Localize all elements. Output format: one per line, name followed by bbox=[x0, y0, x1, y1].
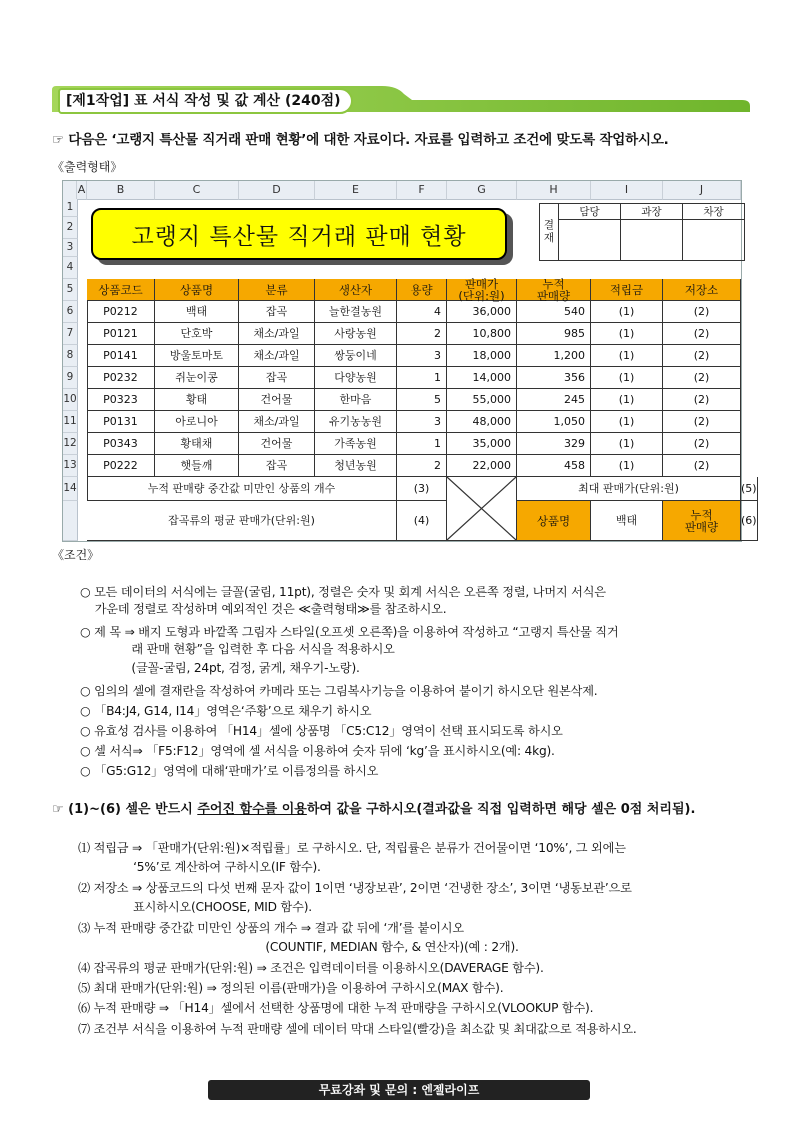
table-cell: 1,050 bbox=[517, 411, 591, 433]
table-cell: (1) bbox=[591, 433, 663, 455]
table-cell: 황태 bbox=[155, 389, 239, 411]
median-count-label: 누적 판매량 중간값 미만인 상품의 개수 bbox=[87, 477, 397, 501]
table-cell: P0222 bbox=[87, 455, 155, 477]
column-header: J bbox=[663, 181, 741, 200]
table-cell: 아로니아 bbox=[155, 411, 239, 433]
table-cell: (2) bbox=[663, 345, 741, 367]
condition-line: 가운데 정렬로 작성하며 예외적인 것은 ≪출력형태≫를 참조하시오. bbox=[80, 602, 447, 616]
table-cell: (1) bbox=[591, 389, 663, 411]
table-cell: 채소/과일 bbox=[239, 345, 315, 367]
corner-cell bbox=[63, 181, 77, 200]
row-header: 12 bbox=[63, 433, 78, 455]
table-cell: 458 bbox=[517, 455, 591, 477]
table-cell: P0131 bbox=[87, 411, 155, 433]
table-cell: 3 bbox=[397, 411, 447, 433]
intro-text: ☞ 다음은 ‘고랭지 특산물 직거래 판매 현황’에 대한 자료이다. 자료를 입력하고 조건에 맞도록 작업하시오. bbox=[52, 132, 669, 148]
lookup-header-name: 상품명 bbox=[517, 501, 591, 541]
approval-label: 결 재 bbox=[539, 203, 559, 261]
condition-line: ○ 모든 데이터의 서식에는 글꼴(굴림, 11pt), 정렬은 숫자 및 회계 서식은 오른쪽 정렬, 나머지 서식은 bbox=[80, 585, 606, 599]
condition-line: (글꼴-굴림, 24pt, 검정, 굵게, 채우기-노랑). bbox=[80, 661, 360, 675]
spreadsheet bbox=[62, 180, 757, 542]
row-header: 7 bbox=[63, 323, 78, 345]
condition-line: ○ 제 목 ⇒ 배지 도형과 바깥쪽 그림자 스타일(오프셋 오른쪽)을 이용하여 작성하고 “고랭지 특산물 직거 bbox=[80, 625, 619, 639]
row-header: 11 bbox=[63, 411, 78, 433]
table-header-cell: 적립금 bbox=[591, 279, 663, 301]
table-cell: P0343 bbox=[87, 433, 155, 455]
functions-heading-underline: 주어진 함수를 이용 bbox=[197, 802, 307, 817]
function-line: 표시하시오(CHOOSE, MID 함수). bbox=[78, 900, 312, 914]
function-line: (COUNTIF, MEDIAN 함수, & 연산자)(예 : 2개). bbox=[78, 940, 519, 954]
approval-role: 과장 bbox=[620, 203, 683, 220]
row-header: 1 bbox=[63, 199, 78, 217]
row-header: 5 bbox=[63, 279, 78, 301]
max-price-label: 최대 판매가(단위:원) bbox=[517, 477, 741, 501]
grain-avg-label: 잡곡류의 평균 판매가(단위:원) bbox=[87, 501, 397, 541]
table-cell: 한마음 bbox=[315, 389, 397, 411]
table-cell: 채소/과일 bbox=[239, 323, 315, 345]
column-header: G bbox=[447, 181, 517, 200]
column-header: F bbox=[397, 181, 447, 200]
table-header-cell: 판매가 (단위:원) bbox=[447, 279, 517, 301]
approval-role: 담당 bbox=[558, 203, 621, 220]
table-cell: 4 bbox=[397, 301, 447, 323]
table-cell: 5 bbox=[397, 389, 447, 411]
table-cell: 985 bbox=[517, 323, 591, 345]
table-cell: (1) bbox=[591, 455, 663, 477]
table-cell: 청년농원 bbox=[315, 455, 397, 477]
lookup-qty-value: (6) bbox=[741, 501, 758, 541]
table-cell: (1) bbox=[591, 345, 663, 367]
table-cell: 18,000 bbox=[447, 345, 517, 367]
table-cell: 55,000 bbox=[447, 389, 517, 411]
row-header: 9 bbox=[63, 367, 78, 389]
table-cell: 1 bbox=[397, 433, 447, 455]
table-cell: 채소/과일 bbox=[239, 411, 315, 433]
function-line: ⑹ 누적 판매량 ⇒ 「H14」셀에서 선택한 상품명에 대한 누적 판매량을 구하시오(VLOOKUP 함수). bbox=[78, 1001, 594, 1015]
table-cell: 유기농농원 bbox=[315, 411, 397, 433]
column-header: I bbox=[591, 181, 663, 200]
table-cell: 2 bbox=[397, 323, 447, 345]
footer-banner: 무료강좌 및 문의 : 엔젤라이프 http://blog.naver.com/angelcorean bbox=[208, 1080, 590, 1100]
conditions-label: 《조건》 bbox=[52, 548, 100, 562]
row-header: 3 bbox=[63, 239, 78, 257]
approval-sign-box bbox=[620, 219, 683, 261]
max-price-value: (5) bbox=[741, 477, 758, 501]
table-cell: 잡곡 bbox=[239, 455, 315, 477]
approval-sign-box bbox=[682, 219, 745, 261]
table-cell: 540 bbox=[517, 301, 591, 323]
table-cell: 48,000 bbox=[447, 411, 517, 433]
table-cell: P0323 bbox=[87, 389, 155, 411]
row-header: 10 bbox=[63, 389, 78, 411]
table-cell: 2 bbox=[397, 455, 447, 477]
table-cell: (2) bbox=[663, 367, 741, 389]
approval-role: 차장 bbox=[682, 203, 745, 220]
table-cell: 14,000 bbox=[447, 367, 517, 389]
table-cell: 황태채 bbox=[155, 433, 239, 455]
table-cell: 다양농원 bbox=[315, 367, 397, 389]
function-line: ⑷ 잡곡류의 평균 판매가(단위:원) ⇒ 조건은 입력데이터를 이용하시오(DAVERAGE 함수). bbox=[78, 961, 544, 975]
table-header-cell: 생산자 bbox=[315, 279, 397, 301]
function-line: ‘5%’로 계산하여 구하시오(IF 함수). bbox=[78, 860, 321, 874]
median-count-value: (3) bbox=[397, 477, 447, 501]
table-cell: (1) bbox=[591, 323, 663, 345]
table-cell: 245 bbox=[517, 389, 591, 411]
table-cell: 건어물 bbox=[239, 433, 315, 455]
table-cell: 쥐눈이콩 bbox=[155, 367, 239, 389]
condition-line: ○ 셀 서식⇒ 「F5:F12」영역에 셀 서식을 이용하여 숫자 뒤에 ‘kg’을 표시하시오(예: 4kg). bbox=[80, 744, 555, 758]
table-cell: (2) bbox=[663, 323, 741, 345]
table-cell: 35,000 bbox=[447, 433, 517, 455]
table-cell: 늘한결농원 bbox=[315, 301, 397, 323]
row-header: 4 bbox=[63, 257, 78, 279]
column-header: B bbox=[87, 181, 155, 200]
table-cell: 건어물 bbox=[239, 389, 315, 411]
row-header: 2 bbox=[63, 217, 78, 239]
functions-heading-pre: ☞ (1)~(6) 셀은 반드시 bbox=[52, 802, 198, 817]
row-header: 13 bbox=[63, 455, 78, 477]
table-cell: 3 bbox=[397, 345, 447, 367]
table-cell: 22,000 bbox=[447, 455, 517, 477]
grain-avg-value: (4) bbox=[397, 501, 447, 541]
function-line: ⑴ 적립금 ⇒ 「판매가(단위:원)×적립률」로 구하시오. 단, 적립률은 분류가 건어물이면 ‘10%’, 그 외에는 bbox=[78, 841, 626, 855]
section-title: [제1작업] 표 서식 작성 및 값 계산 (240점) bbox=[58, 88, 353, 114]
table-cell: 단호박 bbox=[155, 323, 239, 345]
column-header: H bbox=[517, 181, 591, 200]
approval-sign-box bbox=[558, 219, 621, 261]
row-header bbox=[63, 501, 78, 541]
table-cell: (1) bbox=[591, 367, 663, 389]
table-cell: P0232 bbox=[87, 367, 155, 389]
table-cell: 잡곡 bbox=[239, 301, 315, 323]
column-header: E bbox=[315, 181, 397, 200]
lookup-header-qty: 누적 판매량 bbox=[663, 501, 741, 541]
table-cell: 36,000 bbox=[447, 301, 517, 323]
table-header-cell: 저장소 bbox=[663, 279, 741, 301]
table-cell: 356 bbox=[517, 367, 591, 389]
table-cell: 백태 bbox=[155, 301, 239, 323]
table-cell: 햇들깨 bbox=[155, 455, 239, 477]
table-cell: 방울토마토 bbox=[155, 345, 239, 367]
output-form-label: 《출력형태》 bbox=[52, 160, 123, 174]
table-cell: (1) bbox=[591, 301, 663, 323]
lookup-name-select: 백태 bbox=[591, 501, 663, 541]
cross-lines bbox=[447, 477, 516, 540]
table-header-cell: 용량 bbox=[397, 279, 447, 301]
condition-line: ○ 임의의 셀에 결재란을 작성하여 카메라 또는 그림복사기능을 이용하여 붙이기 하시오단 원본삭제. bbox=[80, 684, 598, 698]
table-cell: (2) bbox=[663, 301, 741, 323]
row-header: 14 bbox=[63, 477, 78, 501]
column-header: A bbox=[77, 181, 87, 200]
condition-line: ○ 유효성 검사를 이용하여 「H14」셀에 상품명 「C5:C12」영역이 선택 표시되도록 하시오 bbox=[80, 724, 563, 738]
condition-line: ○ 「G5:G12」영역에 대해‘판매가’로 이름정의를 하시오 bbox=[80, 764, 379, 778]
row-header: 6 bbox=[63, 301, 78, 323]
table-cell: 1 bbox=[397, 367, 447, 389]
functions-heading bbox=[52, 798, 695, 817]
table-header-cell: 누적 판매량 bbox=[517, 279, 591, 301]
function-line: ⑵ 저장소 ⇒ 상품코드의 다섯 번째 문자 값이 1이면 ‘냉장보관’, 2이면 ‘건냉한 장소’, 3이면 ‘냉동보관’으로 bbox=[78, 881, 632, 895]
crossed-cell bbox=[447, 477, 517, 541]
table-cell: (2) bbox=[663, 455, 741, 477]
function-line: ⑶ 누적 판매량 중간값 미만인 상품의 개수 ⇒ 결과 값 뒤에 ‘개’를 붙이시오 bbox=[78, 921, 464, 935]
table-cell: (2) bbox=[663, 411, 741, 433]
table-cell: P0141 bbox=[87, 345, 155, 367]
column-header: C bbox=[155, 181, 239, 200]
functions-heading-post: 하여 값을 구하시오(결과값을 직접 입력하면 해당 셀은 0점 처리됨). bbox=[306, 802, 696, 817]
table-cell: 329 bbox=[517, 433, 591, 455]
table-cell: 가족농원 bbox=[315, 433, 397, 455]
table-header-cell: 상품코드 bbox=[87, 279, 155, 301]
table-cell: 잡곡 bbox=[239, 367, 315, 389]
function-line: ⑺ 조건부 서식을 이용하여 누적 판매량 셀에 데이터 막대 스타일(빨강)을 최소값 및 최대값으로 적용하시오. bbox=[78, 1022, 637, 1036]
table-cell: (2) bbox=[663, 433, 741, 455]
table-cell: P0121 bbox=[87, 323, 155, 345]
table-cell: 10,800 bbox=[447, 323, 517, 345]
function-line: ⑸ 최대 판매가(단위:원) ⇒ 정의된 이름(판매가)을 이용하여 구하시오(MAX 함수). bbox=[78, 981, 504, 995]
column-header: D bbox=[239, 181, 315, 200]
row-header: 8 bbox=[63, 345, 78, 367]
table-cell: P0212 bbox=[87, 301, 155, 323]
condition-line: 래 판매 현황”을 입력한 후 다음 서식을 적용하시오 bbox=[80, 642, 395, 656]
table-cell: 사랑농원 bbox=[315, 323, 397, 345]
title-shape: 고랭지 특산물 직거래 판매 현황 bbox=[91, 208, 507, 260]
condition-line: ○ 「B4:J4, G14, I14」영역은‘주황’으로 채우기 하시오 bbox=[80, 704, 372, 718]
table-header-cell: 분류 bbox=[239, 279, 315, 301]
table-cell: 1,200 bbox=[517, 345, 591, 367]
table-cell: (2) bbox=[663, 389, 741, 411]
table-cell: (1) bbox=[591, 411, 663, 433]
table-header-cell: 상품명 bbox=[155, 279, 239, 301]
table-cell: 쌍둥이네 bbox=[315, 345, 397, 367]
